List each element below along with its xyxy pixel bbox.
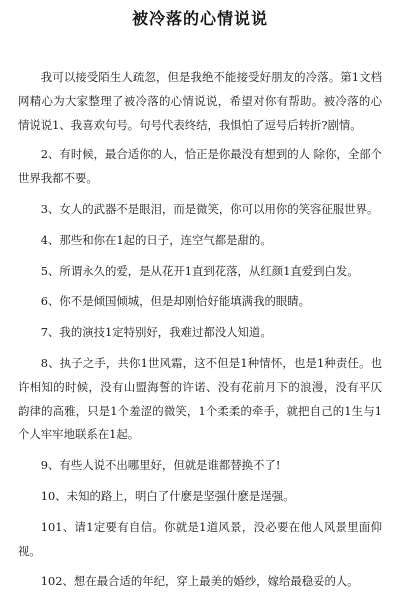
page-title: 被冷落的心情说说 (131, 9, 268, 28)
paragraph-3: 3、女人的武器不是眼泪，而是微笑，你可以用你的笑容征服世界。 (40, 201, 379, 216)
paragraph-6: 6、你不是倾国倾城，但是却刚恰好能填满我的眼睛。 (40, 294, 311, 309)
paragraph-2: 2、有时候，最合适你的人，恰正是你最没有想到的人 除你，全部个世界我都不要。 (18, 147, 382, 186)
paragraph-7: 7、我的演技1定特别好，我难过都没人知道。 (40, 325, 272, 340)
paragraph-10: 10、未知的路上，明白了什麽是坚强什麽是逞强。 (40, 488, 295, 503)
paragraph-101: 101、请1定要有自信。你就是1道风景，没必要在他人风景里面仰视。 (18, 519, 382, 558)
document-body (18, 66, 382, 594)
paragraph-102: 102、想在最合适的年纪，穿上最美的婚纱，嫁给最稳妥的人。 (40, 574, 359, 589)
paragraph-9: 9、有些人说不出哪里好，但就是谁都替换不了! (40, 458, 281, 473)
paragraph-4: 4、那些和你在1起的日子，连空气都是甜的。 (40, 232, 272, 247)
paragraph-5: 5、所谓永久的爱，是从花开1直到花落，从红颜1直爱到白发。 (40, 263, 359, 278)
paragraph-8: 8、执子之手，共你1世风霜，这不但是1种情怀，也是1种责任。也许相知的时候，没有山盟海誓的许诺、没有花前月下的浪漫，没有平仄韵律的高雅，只是1个羞涩的微笑，1个柔柔的牵手，就把自己的1生与1个人牢牢地联系在1起。 (18, 355, 382, 442)
paragraph-intro: 我可以接受陌生人疏忽，但是我绝不能接受好朋友的冷落。第1文档网精心为大家整理了被冷落的心情说说，希望对你有帮助。被冷落的心情说说1、我喜欢句号。句号代表终结，我惧怕了逗号后转折?剧情。 (18, 70, 382, 132)
